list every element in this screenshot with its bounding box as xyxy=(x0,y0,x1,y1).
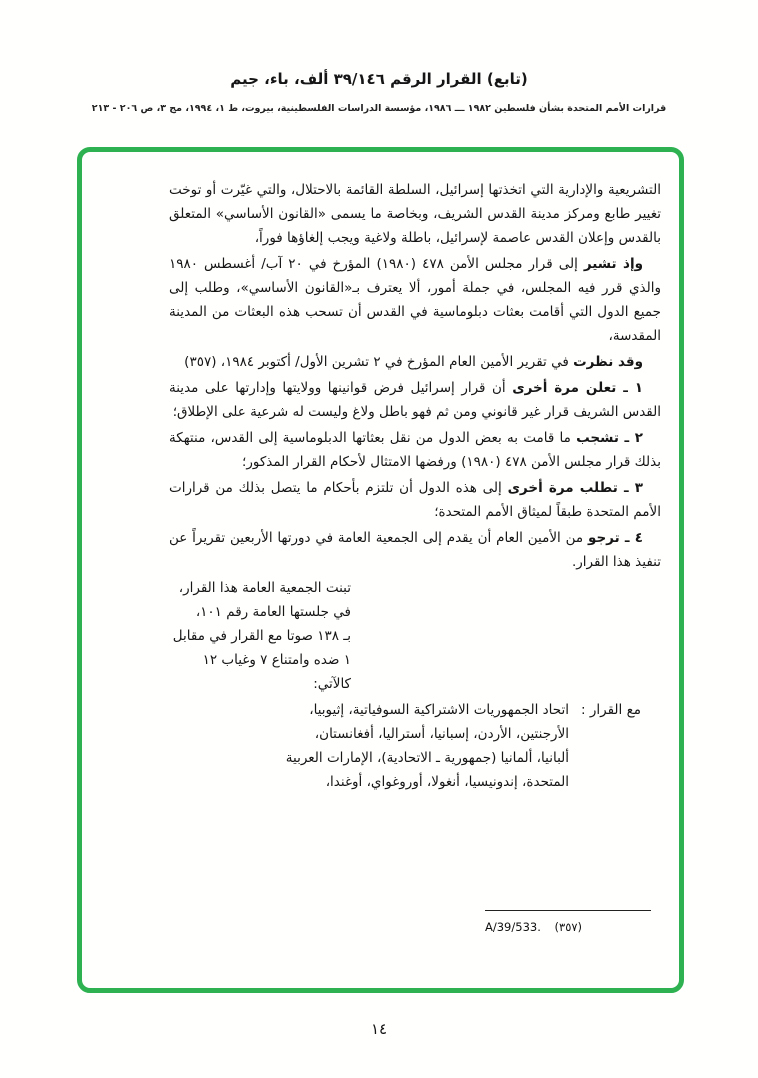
footnote-separator xyxy=(485,910,651,911)
paragraph-lead: ٢ ـ تشجب xyxy=(576,430,643,446)
resolution-paragraph xyxy=(169,178,661,250)
paragraph-text: إلى هذه الدول أن تلتزم بأحكام ما يتصل بذلك من قرارات الأمم المتحدة طبقاً لميثاق الأمم المتحدة؛ xyxy=(169,480,661,520)
adoption-block xyxy=(169,576,661,696)
paragraph-text: أن قرار إسرائيل فرض قوانينها وولايتها وإدارتها على مدينة القدس الشريف قرار غير قانوني ومن ثم فهو باطل ولاغ وليست له شرعية على الإطلاق؛ xyxy=(169,380,661,420)
paragraph-lead: ٣ ـ تطلب مرة أخرى xyxy=(507,480,643,496)
footnote-text xyxy=(485,920,663,934)
paragraph-text: ما قامت به بعض الدول من نقل بعثاتها الدبلوماسية إلى القدس، منتهكة بذلك قرار مجلس الأمن ٤٧٨ (١٩٨٠) ورفضها الامتثال لأحكام القرار المذكور؛ xyxy=(169,430,661,470)
vote-line: المتحدة، إندونيسيا، أنغولا، أوروغواي، أوغندا، xyxy=(325,774,570,790)
footnote-block xyxy=(485,910,663,934)
resolution-paragraph xyxy=(169,426,661,474)
vote-line: الأرجنتين، الأردن، إسبانيا، أستراليا، أفغانستان، xyxy=(314,726,570,742)
page-number: ١٤ xyxy=(370,1020,388,1038)
resolution-paragraph xyxy=(169,476,661,524)
paragraph-text: التشريعية والإدارية التي اتخذتها إسرائيل، السلطة القائمة بالاحتلال، والتي غيّرت أو توخت تغيير طابع ومركز مدينة القدس الشريف، وبخاصة ما يسمى «القانون الأساسي» المتعلق بالقدس وإعلان القدس عاصمة لإسرائيل، باطلة ولاغية ويجب إلغاؤها فوراً، xyxy=(169,182,661,246)
resolution-header-title: (تابع) القرار الرقم ٣٩/١٤٦ ألف، باء، جيم xyxy=(230,70,528,88)
footnote-ref: A/39/533. xyxy=(485,920,541,934)
paragraph-lead: ٤ ـ ترجو xyxy=(587,530,643,546)
footnote-number: (٣٥٧) xyxy=(554,920,583,934)
resolution-paragraph xyxy=(169,350,661,374)
paragraph-lead: ١ ـ تعلن مرة أخرى xyxy=(512,380,644,396)
adoption-line: ١ ضده وامتناع ٧ وغياب ١٢ xyxy=(202,652,351,668)
green-border-frame xyxy=(77,147,684,993)
resolution-paragraph xyxy=(169,376,661,424)
resolution-paragraph xyxy=(169,252,661,348)
vote-line: ألبانيا، ألمانيا (جمهورية ـ الاتحادية)، الإمارات العربية xyxy=(285,750,570,766)
adoption-line: تبنت الجمعية العامة هذا القرار، xyxy=(178,580,351,596)
adoption-line: في جلستها العامة رقم ١٠١، xyxy=(195,604,351,620)
paragraph-text: من الأمين العام أن يقدم إلى الجمعية العامة في دورتها الأربعين تقريراً عن تنفيذ هذا القرار. xyxy=(169,530,661,570)
paragraph-lead: وقد نظرت xyxy=(573,354,643,370)
vote-line: اتحاد الجمهوريات الاشتراكية السوفياتية، إثيوبيا، xyxy=(309,702,570,718)
resolution-text xyxy=(169,178,661,794)
adoption-line: بـ ١٣٨ صوتا مع القرار في مقابل xyxy=(172,628,351,644)
vote-label: مع القرار : xyxy=(581,702,641,718)
resolution-paragraph xyxy=(169,526,661,574)
paragraph-text: في تقرير الأمين العام المؤرخ في ٢ تشرين الأول/ أكتوبر ١٩٨٤، (٣٥٧) xyxy=(184,354,569,370)
citation-line: قرارات الأمم المتحدة بشأن فلسطين ١٩٨٢ ـــ ١٩٨٦، مؤسسة الدراسات الفلسطينية، بيروت، ط ١، ١٩٩٤، مج ٣، ص ٢٠٦ - ٢١٣ xyxy=(91,103,667,114)
paragraph-text: إلى قرار مجلس الأمن ٤٧٨ (١٩٨٠) المؤرخ في ٢٠ آب/ أغسطس ١٩٨٠ والذي قرر فيه المجلس، في جملة أمور، ألا يعترف بـ«القانون الأساسي»، وطلب إلى جميع الدول التي أقامت بعثات دبلوماسية في القدس أن تسحب هذه البعثات من المدينة المقدسة، xyxy=(169,256,661,344)
paragraph-lead: وإذ تشير xyxy=(583,256,643,272)
vote-record xyxy=(169,698,661,794)
vote-country-lines xyxy=(286,698,569,794)
adoption-line: كالآتي: xyxy=(313,676,351,692)
